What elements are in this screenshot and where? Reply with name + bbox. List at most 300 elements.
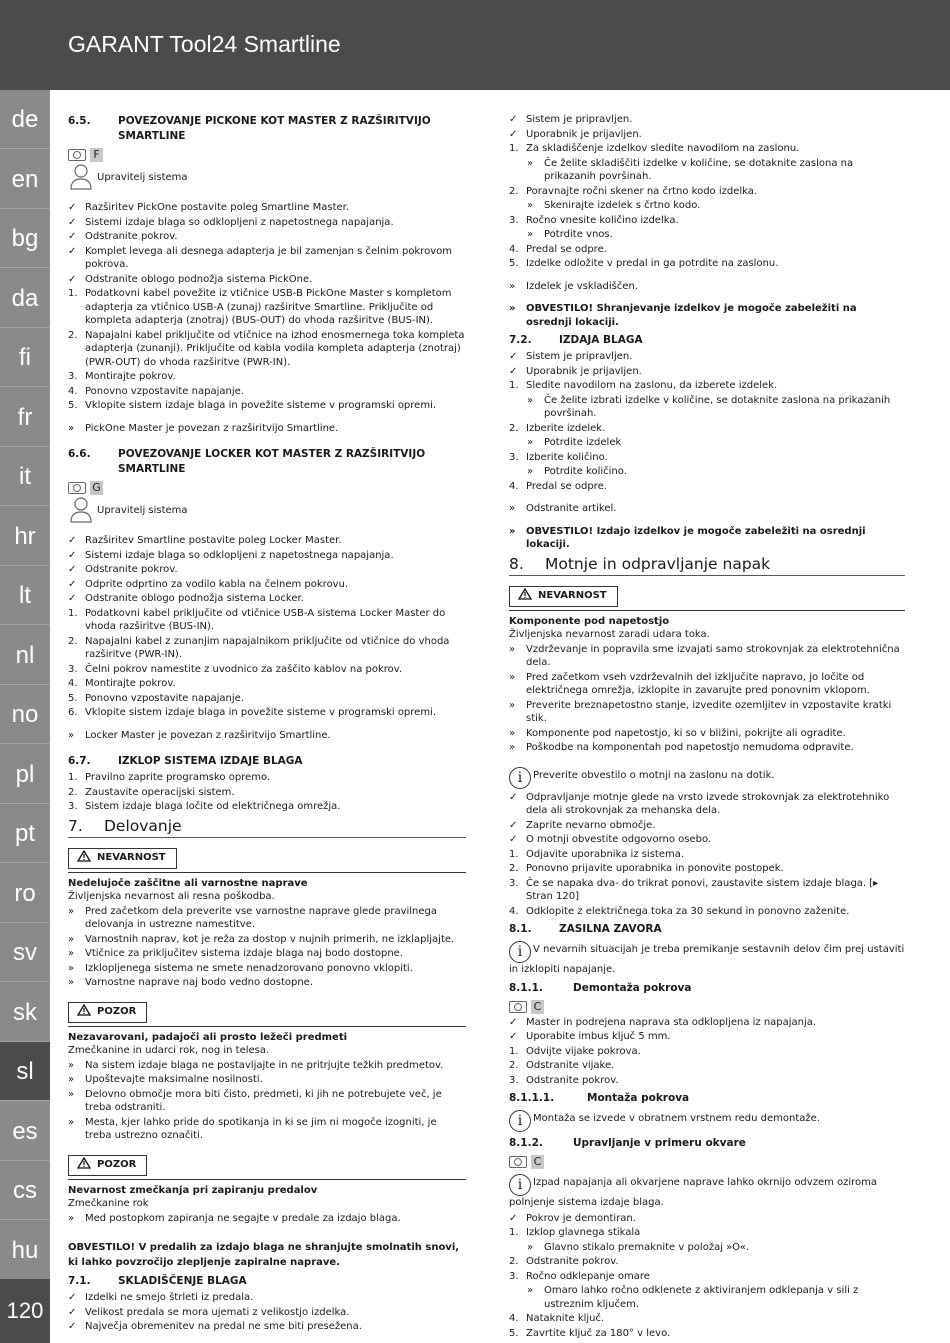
check-icon: ✓: [68, 564, 77, 575]
item-text: Odstranite oblogo podnožja sistema Locker.: [85, 593, 304, 604]
section-heading: [509, 333, 905, 348]
item-text: Pred začetkom dela preverite vse varnostne naprave glede pravilnega delovanja in ustrezne namestitve.: [85, 905, 438, 930]
checklist-item: [509, 1016, 905, 1030]
item-text: Pred začetkom vseh vzdrževalnih del izključite napravo, jo ločite od električnega omrežja, izklopite in zavarujte pred ponovnim vklopom.: [526, 671, 870, 696]
step-item: [509, 862, 905, 876]
section-title: Demontaža pokrova: [573, 981, 692, 994]
check-icon: ✓: [68, 578, 77, 590]
warning-label-box: [509, 586, 618, 607]
item-text: Komplet levega ali desnega adapterja je bil zamenjan s čelnim pokrovom pokrova.: [85, 245, 453, 270]
bullet-item: [68, 905, 466, 932]
step-item: [68, 771, 466, 785]
tool-icons: [509, 999, 905, 1015]
step-item: [509, 1226, 905, 1240]
item-text: Izdelki ne smejo štrleti iz predala.: [85, 1292, 254, 1303]
info-icon: i: [509, 1110, 531, 1132]
step-text: Napajalni kabel priključite od vtičnice na izhod enosmernega toka kompleta adapterja (zunanji). Priključite od kabla vodila kompleta adapterja (znotraj) (PWR-OUT) do vhoda razširitve (PWR-IN).: [85, 329, 465, 368]
section-title: ZASILNA ZAVORA: [559, 923, 662, 935]
check-icon: ✓: [509, 365, 518, 377]
step-item: [509, 257, 905, 271]
header-bar: [0, 0, 950, 90]
item-text: Master in podrejena naprava sta odklopljena iz napajanja.: [526, 1016, 817, 1028]
item-marker: »: [68, 1059, 75, 1071]
checklist-item: [509, 365, 905, 379]
tool-icons: [68, 147, 466, 163]
step-result: [509, 394, 905, 421]
check-icon: ✓: [509, 114, 518, 125]
warning-text: Življenjska nevarnost ali resna poškodba.: [68, 891, 275, 902]
step-number: 1.: [68, 607, 78, 619]
step-number: 3.: [509, 1270, 519, 1282]
check-icon: ✓: [509, 791, 518, 803]
language-tab-fr[interactable]: fr: [0, 388, 50, 447]
language-tab-cs[interactable]: cs: [0, 1161, 50, 1220]
step-item: [68, 287, 466, 328]
item-text: Odstranite pokrov.: [85, 231, 178, 242]
step-number: 5.: [68, 692, 78, 704]
chapter-heading: [68, 816, 466, 838]
step-text: Ročno vnesite količino izdelka.: [526, 214, 679, 226]
language-tab-de[interactable]: de: [0, 90, 50, 149]
language-tab-ro[interactable]: ro: [0, 864, 50, 923]
item-marker: »: [68, 729, 75, 741]
spacer: [68, 1144, 466, 1151]
step-number: 5.: [509, 258, 519, 269]
step-text: Sledite navodilom na zaslonu, da izberete izdelek.: [526, 380, 778, 391]
result-item: [68, 729, 466, 743]
check-icon: ✓: [509, 128, 518, 140]
checklist-item: [509, 128, 905, 142]
step-text: Izberite količino.: [526, 451, 608, 463]
checklist-item: [509, 113, 905, 127]
check-icon: ✓: [68, 202, 77, 213]
result-item: [509, 502, 905, 516]
warning-label-box: [68, 1002, 147, 1023]
bullet-item: [68, 947, 466, 961]
warning-heading: Nevarnost zmečkanja pri zapiranju predalov: [68, 1184, 318, 1196]
item-marker: »: [527, 437, 534, 448]
item-text: Potrdite vnos.: [544, 229, 613, 240]
figure-letter-badge: C: [531, 1000, 544, 1014]
warning-text: Življenjska nevarnost zaradi udara toka.: [509, 629, 710, 640]
item-text: Varnostnih naprav, kot je reža za dostop v nujnih primerih, ne izklapljajte.: [85, 933, 455, 945]
item-text: Delovno območje mora biti čisto, predmeti, ki jih ne potrebujete več, je treba odstraniti.: [85, 1088, 442, 1113]
section-title: IZKLOP SISTEMA IZDAJE BLAGA: [118, 755, 303, 767]
item-text: Med postopkom zapiranja ne segajte v predale za izdajo blaga.: [85, 1212, 401, 1224]
role-row: [68, 163, 466, 193]
step-number: 1.: [509, 1045, 519, 1057]
step-number: 1.: [68, 288, 78, 299]
section-number: 8.1.1.1.: [509, 1092, 555, 1104]
page-number: 120: [0, 1279, 50, 1343]
step-text: Zaustavite operacijski sistem.: [85, 786, 235, 798]
step-result: [509, 436, 905, 450]
step-text: Podatkovni kabel priključite od vtičnice USB-A sistema Locker Master do vhoda razširitve (BUS-IN).: [85, 607, 446, 632]
item-text: Odprite odprtino za vodilo kabla na čelnem pokrovu.: [85, 578, 349, 590]
figure-letter-badge: C: [531, 1155, 544, 1169]
item-marker: »: [509, 503, 516, 514]
spacer: [68, 193, 466, 200]
step-item: [509, 243, 905, 257]
step-item: [68, 677, 466, 691]
step-item: [68, 786, 466, 800]
bullet-item: [68, 976, 466, 990]
section-number: 8.1.2.: [509, 1137, 543, 1149]
warning-header: [68, 1151, 466, 1180]
item-text: O motnji obvestite odgovorno osebo.: [526, 834, 712, 845]
warning-label: NEVARNOST: [538, 590, 607, 602]
item-marker: »: [68, 1212, 75, 1224]
step-text: Ponovno vzpostavite napajanje.: [85, 385, 244, 397]
step-number: 3.: [509, 1074, 519, 1086]
info-text: Izpad napajanja ali okvarjene naprave lahko okrnijo odvzem oziroma polnjenje sistema izdaje blaga.: [509, 1177, 878, 1208]
item-text: Sistemi izdaje blaga so odklopljeni z napetostnega napajanja.: [85, 549, 394, 561]
item-text: Varnostne naprave naj bodo vedno dostopne.: [85, 977, 314, 988]
step-text: Ponovno prijavite uporabnika in ponovite postopek.: [526, 863, 784, 874]
step-text: Izklop glavnega stikala: [526, 1227, 641, 1238]
step-text: Nataknite ključ.: [526, 1313, 605, 1324]
chapter-title: Delovanje: [104, 816, 182, 835]
step-text: Podatkovni kabel povežite iz vtičnice USB-B PickOne Master s kompletom adapterja za vtičnico USB-A (zunaj) razširitve Smartline. Priključite od kompleta adapterja (znotraj) (BUS-OUT) do vhoda razširitve (BUS-IN).: [85, 288, 452, 326]
checklist-item: [68, 245, 466, 272]
step-number: 3.: [509, 451, 519, 463]
language-tab-sk[interactable]: sk: [0, 983, 50, 1042]
language-sidebar: [0, 90, 50, 1343]
section-title: Montaža pokrova: [587, 1092, 690, 1104]
tool-icons: [68, 480, 466, 496]
item-marker: »: [509, 727, 516, 739]
item-text: Komponente pod napetostjo, ki so v bližini, pokrijte ali ogradite.: [526, 727, 846, 739]
step-text: Predal se odpre.: [526, 243, 607, 255]
chapter-title: Motnje in odpravljanje napak: [545, 554, 771, 573]
item-marker: »: [509, 742, 516, 753]
checklist-item: [68, 1291, 466, 1305]
item-marker: »: [509, 280, 516, 292]
item-text: Sistem je pripravljen.: [526, 351, 633, 362]
item-marker: »: [509, 671, 516, 683]
step-result: [509, 228, 905, 242]
warning-header: [509, 582, 905, 611]
step-number: 2.: [68, 329, 78, 341]
item-marker: »: [68, 1116, 75, 1128]
spacer: [68, 743, 466, 750]
step-item: [509, 379, 905, 393]
user-icon: [68, 495, 97, 528]
item-text: Uporabnik je prijavljen.: [526, 365, 642, 377]
step-number: 3.: [509, 214, 519, 226]
warning-triangle-icon: [77, 1004, 91, 1021]
camera-icon: [68, 149, 86, 161]
item-marker: »: [509, 699, 516, 711]
language-tab-en[interactable]: en: [0, 150, 50, 209]
item-marker: »: [68, 1074, 75, 1085]
checklist-item: [509, 819, 905, 833]
result-item: [68, 422, 466, 436]
step-item: [68, 663, 466, 677]
info-text: Montaža se izvede v obratnem vrstnem redu demontaže.: [533, 1113, 820, 1124]
item-marker: »: [509, 643, 516, 655]
document-title: GARANT Tool24 Smartline: [68, 31, 341, 57]
section-heading: [509, 981, 905, 996]
item-text: Sistemi izdaje blaga so odklopljeni z napetostnega napajanja.: [85, 216, 394, 228]
step-number: 2.: [509, 863, 519, 874]
step-text: Montirajte pokrov.: [85, 371, 176, 382]
item-marker: »: [68, 1088, 75, 1100]
section-title: POVEZOVANJE PICKONE KOT MASTER Z RAZŠIRITVIJO SMARTLINE: [118, 115, 431, 142]
chapter-number: 8.: [509, 554, 524, 573]
step-item: [509, 905, 905, 919]
info-icon: i: [509, 1174, 531, 1196]
item-text: Odstranite pokrov.: [85, 564, 178, 575]
step-item: [68, 370, 466, 384]
language-tab-es[interactable]: es: [0, 1102, 50, 1161]
warning-triangle-icon: [518, 588, 532, 605]
language-tab-da[interactable]: da: [0, 269, 50, 328]
step-text: Izberite izdelek.: [526, 422, 606, 434]
item-marker: »: [68, 948, 75, 959]
right-column: [509, 112, 905, 1341]
step-item: [68, 800, 466, 814]
language-tab-no[interactable]: no: [0, 685, 50, 744]
step-item: [68, 607, 466, 634]
notice-text: OBVESTILO! Shranjevanje izdelkov je mogoče zabeležiti na osrednji lokaciji.: [526, 303, 857, 328]
step-text: Čelni pokrov namestite z uvodnico za zaščito kablov na pokrov.: [85, 663, 403, 675]
warning-heading: Komponente pod napetostjo: [509, 615, 670, 627]
step-number: 4.: [68, 678, 78, 689]
step-number: 2.: [509, 1256, 519, 1267]
step-number: 1.: [509, 143, 519, 154]
language-tab-it[interactable]: it: [0, 447, 50, 506]
item-marker: »: [527, 394, 534, 406]
step-item: [509, 185, 905, 199]
language-tab-pt[interactable]: pt: [0, 804, 50, 863]
checklist-item: [68, 563, 466, 577]
checklist-item: [68, 549, 466, 563]
step-text: Napajalni kabel z zunanjim napajalnikom priključite od vtičnice do vhoda razširitve (PWR-IN).: [85, 635, 450, 660]
item-text: Vtičnice za priključitev sistema izdaje blaga naj bodo dostopne.: [85, 948, 404, 959]
check-icon: ✓: [68, 1321, 77, 1332]
info-note: [509, 1110, 905, 1132]
step-number: 2.: [509, 422, 519, 434]
language-tab-nl[interactable]: nl: [0, 626, 50, 685]
step-text: Odstranite pokrov.: [526, 1256, 619, 1267]
checklist-item: [68, 273, 466, 287]
warning-triangle-icon: [77, 1157, 91, 1174]
step-number: 4.: [68, 385, 78, 397]
item-marker: »: [527, 466, 534, 477]
step-text: Odvijte vijake pokrova.: [526, 1045, 641, 1057]
step-item: [509, 1045, 905, 1059]
item-text: Zaprite nevarno območje.: [526, 819, 656, 831]
bullet-item: [68, 933, 466, 947]
camera-icon: [509, 1156, 527, 1168]
section-heading: [68, 754, 466, 769]
checklist-item: [68, 578, 466, 592]
step-item: [509, 1255, 905, 1269]
section-heading: [68, 447, 466, 477]
language-tab-bg[interactable]: bg: [0, 209, 50, 268]
step-result: [509, 465, 905, 479]
item-text: Razširitev Smartline postavite poleg Locker Master.: [85, 535, 342, 546]
left-column: [68, 110, 466, 1335]
notice: [509, 525, 905, 552]
info-icon: i: [509, 941, 531, 963]
step-text: Montirajte pokrov.: [85, 678, 176, 689]
checklist-item: [68, 1306, 466, 1320]
step-item: [509, 1312, 905, 1326]
check-icon: ✓: [509, 819, 518, 831]
step-number: 2.: [68, 635, 78, 647]
step-text: Odstranite pokrov.: [526, 1074, 619, 1086]
item-text: Preverite breznapetostno stanje, izvedite ozemljitev in vzpostavite kratki stik.: [526, 699, 892, 724]
step-item: [509, 214, 905, 228]
warning-header: [68, 844, 466, 873]
step-text: Vklopite sistem izdaje blaga in povežite sisteme v programski opremi.: [85, 400, 437, 411]
check-icon: ✓: [509, 834, 518, 845]
item-text: Upoštevajte maksimalne nosilnosti.: [85, 1074, 263, 1085]
item-text: Glavno stikalo premaknite v položaj »O«.: [544, 1241, 750, 1253]
section-number: 6.6.: [68, 448, 91, 460]
bullet-item: [68, 1088, 466, 1115]
bullet-item: [68, 1212, 466, 1226]
warning-text: Zmečkanine in udarci rok, nog in telesa.: [68, 1045, 270, 1056]
step-number: 3.: [509, 877, 519, 889]
step-result: [509, 1284, 905, 1311]
step-item: [509, 1270, 905, 1284]
step-number: 4.: [509, 480, 519, 492]
bullet-item: [509, 671, 905, 698]
check-icon: ✓: [68, 593, 77, 604]
section-number: 6.5.: [68, 115, 91, 127]
step-number: 1.: [509, 380, 519, 391]
section-number: 6.7.: [68, 755, 91, 767]
checklist-item: [68, 201, 466, 215]
notice-marker: »: [509, 525, 516, 537]
step-text: Pravilno zaprite programsko opremo.: [85, 772, 271, 783]
section-title: POVEZOVANJE LOCKER KOT MASTER Z RAZŠIRITVIJO SMARTLINE: [118, 448, 426, 475]
checklist-item: [509, 791, 905, 818]
checklist-item: [509, 350, 905, 364]
language-tab-fi[interactable]: fi: [0, 328, 50, 387]
warning-label-box: [68, 1155, 147, 1176]
tool-icons: [509, 1154, 905, 1170]
info-note: [509, 767, 905, 789]
spacer: [68, 991, 466, 998]
language-tab-sv[interactable]: sv: [0, 923, 50, 982]
item-text: Če želite izbrati izdelke v količine, se dotaknite zaslona na prikazanih površinah.: [544, 394, 891, 419]
step-item: [509, 1074, 905, 1088]
item-text: Izklopljenega sistema ne smete nenadzorovano ponovno vklopiti.: [85, 962, 413, 974]
step-item: [509, 877, 905, 904]
step-number: 2.: [68, 786, 78, 798]
check-icon: ✓: [68, 1292, 77, 1303]
section-number: 8.1.: [509, 923, 532, 935]
warning-label: NEVARNOST: [97, 852, 166, 864]
spacer: [509, 294, 905, 301]
step-number: 3.: [68, 663, 78, 675]
item-marker: »: [527, 1241, 534, 1253]
item-text: Odpravljanje motnje glede na vrsto izvede strokovnjak za elektrotehniko dela ali strokovnjak za mehanska dela.: [526, 791, 890, 816]
warning-label: POZOR: [97, 1159, 137, 1171]
language-tab-hr[interactable]: hr: [0, 507, 50, 566]
step-text: Izdelke odložite v predal in ga potrdite na zaslonu.: [526, 258, 779, 269]
warning-heading: Nezavarovani, padajoči ali prosto ležeči predmeti: [68, 1031, 348, 1043]
item-text: Potrdite izdelek: [544, 437, 622, 448]
checklist-item: [68, 1320, 466, 1334]
section-title: IZDAJA BLAGA: [559, 334, 643, 346]
warning-label: POZOR: [97, 1006, 137, 1018]
checklist-item: [68, 216, 466, 230]
step-item: [68, 399, 466, 413]
item-marker: »: [527, 1285, 534, 1296]
step-item: [68, 692, 466, 706]
item-text: Odstranite artikel.: [526, 503, 617, 514]
item-marker: »: [68, 422, 75, 434]
step-number: 5.: [68, 400, 78, 411]
section-number: 7.1.: [68, 1275, 91, 1287]
spacer: [68, 1226, 466, 1240]
notice: [509, 302, 905, 329]
item-marker: »: [68, 933, 75, 945]
section-heading: [68, 1274, 466, 1289]
step-number: 4.: [509, 1313, 519, 1324]
spacer: [68, 414, 466, 421]
step-number: 1.: [509, 1227, 519, 1238]
info-icon: i: [509, 767, 531, 789]
step-item: [509, 1059, 905, 1073]
step-text: Če se napaka dva- do trikrat ponovi, zaustavite sistem izdaje blaga. [▸ Stran 120]: [526, 877, 879, 902]
language-tab-lt[interactable]: lt: [0, 566, 50, 625]
step-result: [509, 199, 905, 213]
role-label: Upravitelj sistema: [97, 172, 188, 184]
warning-text: Zmečkanine rok: [68, 1198, 149, 1209]
step-item: [509, 1327, 905, 1341]
item-text: Poškodbe na komponentah pod napetostjo nemudoma odpravite.: [526, 742, 854, 753]
step-result: [509, 157, 905, 184]
step-item: [68, 635, 466, 662]
warning-triangle-icon: [77, 850, 91, 867]
info-text: V nevarnih situacijah je treba premikanje sestavnih delov čim prej ustaviti in izklopiti napajanje.: [509, 944, 905, 975]
user-icon: [68, 162, 97, 195]
info-text: Preverite obvestilo o motnji na zaslonu na dotik.: [533, 769, 775, 781]
step-number: 4.: [509, 905, 519, 917]
item-text: Če želite skladiščiti izdelke v količine, se dotaknite zaslona na prikazanih površinah.: [544, 157, 854, 182]
step-text: Sistem izdaje blaga ločite od električnega omrežja.: [85, 801, 341, 812]
step-number: 2.: [509, 1060, 519, 1071]
item-marker: »: [527, 157, 534, 169]
item-marker: »: [68, 962, 75, 974]
figure-letter-badge: F: [90, 148, 103, 162]
item-marker: »: [68, 977, 75, 988]
language-tab-sl[interactable]: sl: [0, 1042, 50, 1101]
spacer: [509, 272, 905, 279]
spacer: [509, 517, 905, 524]
bullet-item: [68, 962, 466, 976]
item-marker: »: [68, 905, 75, 917]
checklist-item: [68, 534, 466, 548]
checklist-item: [68, 230, 466, 244]
language-tab-pl[interactable]: pl: [0, 745, 50, 804]
item-text: Vzdrževanje in popravila sme izvajati samo strokovnjak za elektrotehnična dela.: [526, 643, 900, 668]
step-item: [68, 385, 466, 399]
check-icon: ✓: [68, 231, 77, 242]
role-label: Upravitelj sistema: [97, 505, 188, 517]
check-icon: ✓: [68, 245, 77, 257]
item-text: Locker Master je povezan z razširitvijo Smartline.: [85, 729, 331, 741]
check-icon: ✓: [68, 1306, 77, 1318]
notice-marker: »: [509, 303, 516, 314]
language-tab-hu[interactable]: hu: [0, 1221, 50, 1280]
